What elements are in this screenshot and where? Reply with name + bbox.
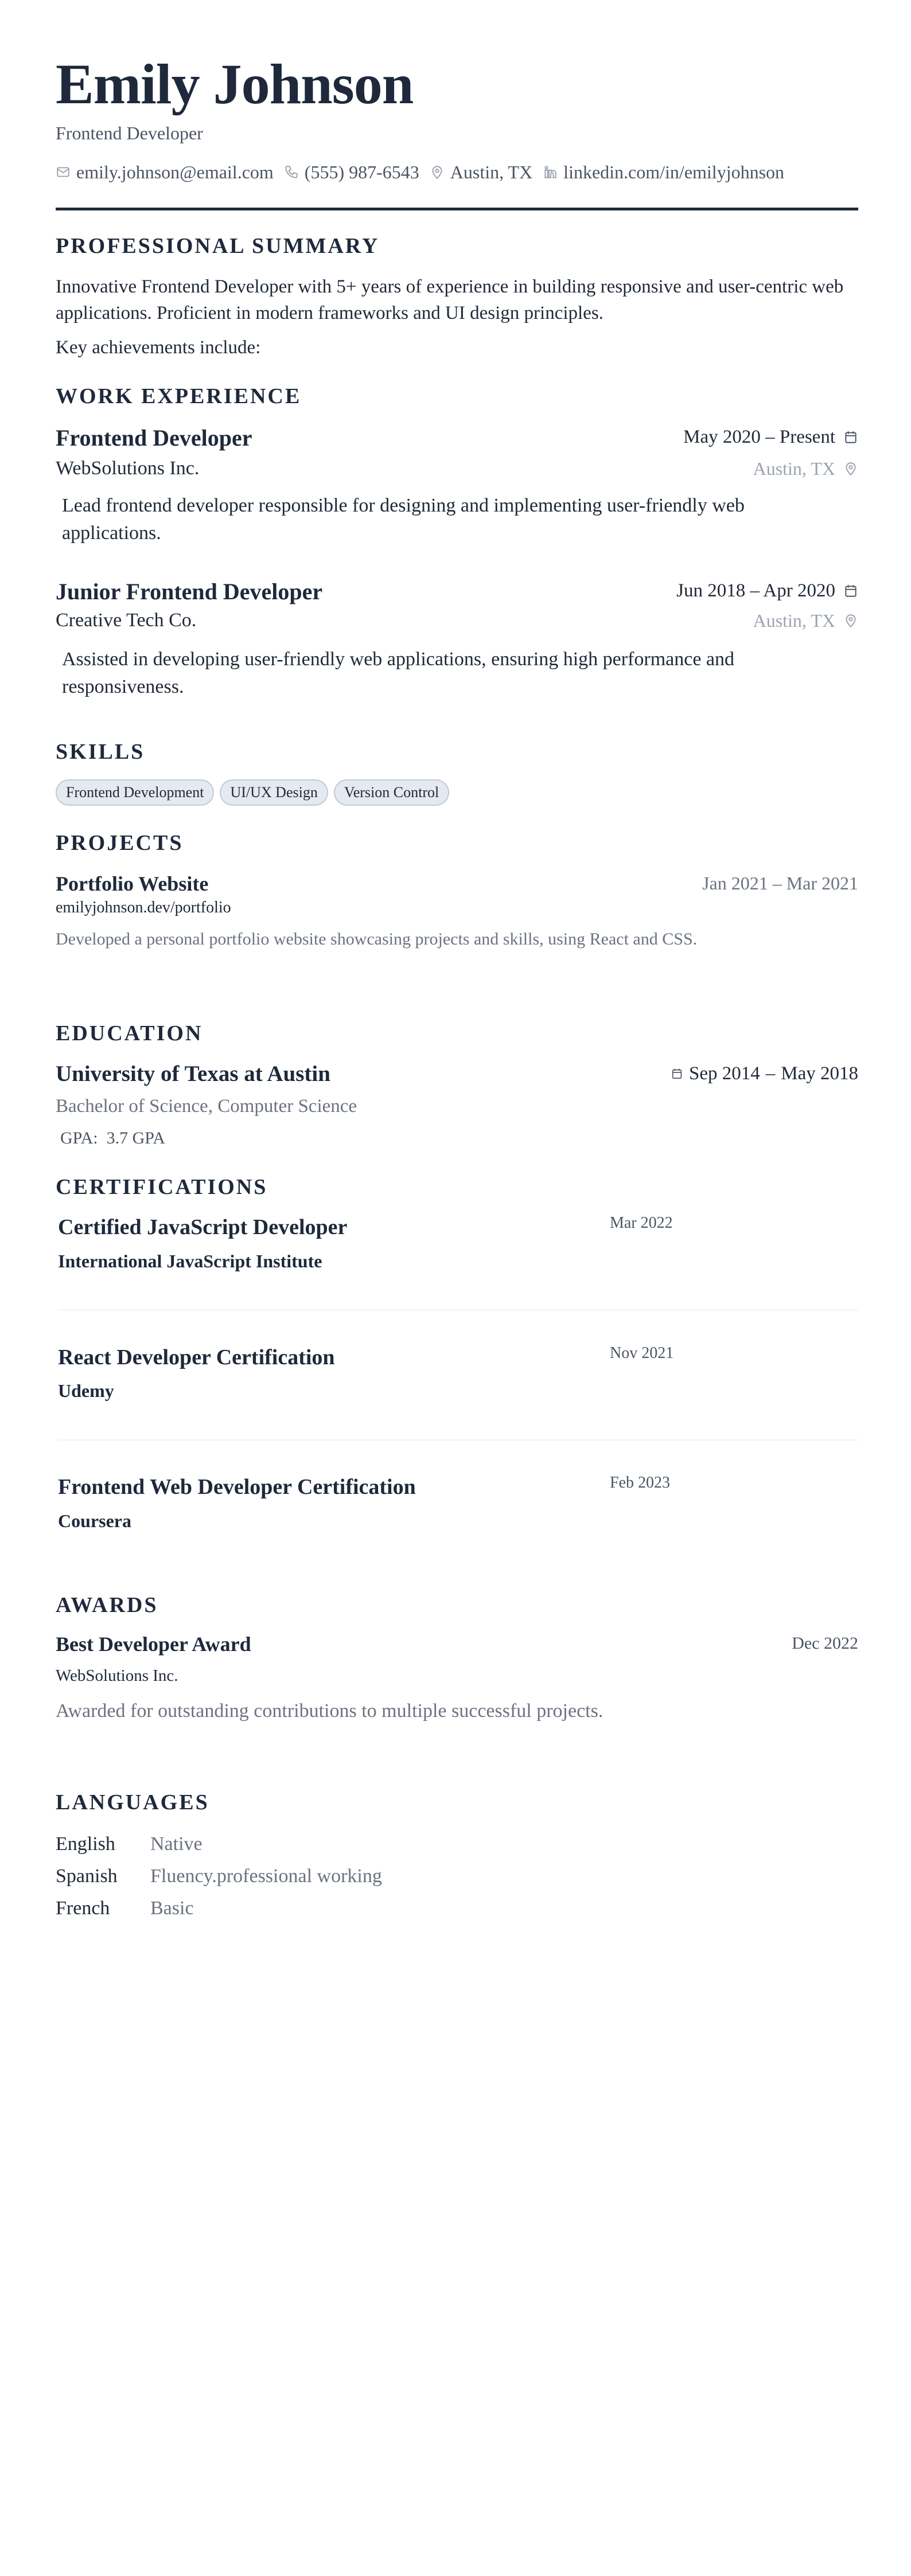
candidate-name: Emily Johnson [56, 52, 414, 116]
cert-divider [58, 1309, 858, 1310]
skill-chip: UI/UX Design [220, 779, 328, 806]
skill-chip: Frontend Development [56, 779, 214, 806]
job-dates-text: Jun 2018 – Apr 2020 [676, 580, 835, 601]
job-description-2: Assisted in developing user-friendly web applications, ensuring high performance and responsiveness. [62, 649, 735, 697]
skill-chip: Version Control [334, 779, 449, 806]
language-name: English [56, 1833, 115, 1855]
cert-name-3: Frontend Web Developer Certification [58, 1475, 416, 1499]
education-start: Sep 2014 [689, 1063, 760, 1084]
school-name: University of Texas at Austin [56, 1061, 330, 1086]
project-url[interactable]: emilyjohnson.dev/portfolio [56, 899, 231, 916]
award-name: Best Developer Award [56, 1633, 251, 1656]
mail-icon [56, 165, 71, 179]
linkedin-icon [543, 165, 558, 179]
language-level: Native [150, 1833, 203, 1855]
phone-icon [284, 165, 299, 179]
contact-email[interactable]: emily.johnson@email.com [76, 162, 274, 182]
cert-date-3: Feb 2023 [610, 1474, 670, 1492]
degree: Bachelor of Science, Computer Science [56, 1096, 357, 1117]
contact-phone[interactable]: (555) 987-6543 [304, 162, 419, 182]
education-dates [671, 1062, 858, 1085]
summary-heading: PROFESSIONAL SUMMARY [56, 234, 380, 258]
language-level: Fluency.professional working [150, 1865, 382, 1887]
award-issuer: WebSolutions Inc. [56, 1666, 178, 1685]
job-dates-text: May 2020 – Present [683, 427, 835, 447]
map-pin-icon [843, 461, 858, 476]
job-location-1 [753, 457, 858, 480]
company-1: WebSolutions Inc. [56, 458, 200, 479]
job-title: Frontend Developer [56, 123, 203, 143]
certifications-heading: CERTIFICATIONS [56, 1175, 268, 1199]
awards-heading: AWARDS [56, 1593, 158, 1617]
cert-issuer-3: Coursera [58, 1511, 131, 1531]
language-name: Spanish [56, 1865, 118, 1887]
calendar-icon [843, 583, 858, 598]
education-heading: EDUCATION [56, 1021, 203, 1045]
job-title-2: Junior Frontend Developer [56, 579, 323, 604]
project-dates: Jan 2021 – Mar 2021 [702, 873, 858, 893]
cert-date-2: Nov 2021 [610, 1344, 674, 1362]
company-2: Creative Tech Co. [56, 610, 197, 631]
contact-info [56, 161, 789, 183]
skills-list [56, 779, 449, 806]
projects-heading: PROJECTS [56, 831, 184, 855]
languages-heading: LANGUAGES [56, 1790, 209, 1814]
summary-text: Innovative Frontend Developer with 5+ years of experience in building responsive and user-centric web applications. Proficient in modern frameworks and UI design principles. [56, 276, 844, 323]
language-level: Basic [150, 1898, 194, 1919]
project-name: Portfolio Website [56, 872, 209, 895]
job-dates-1 [683, 426, 858, 448]
job-location-text: Austin, TX [753, 610, 835, 631]
contact-location: Austin, TX [450, 162, 533, 182]
job-location-2 [753, 609, 858, 632]
contact-linkedin[interactable]: linkedin.com/in/emilyjohnson [563, 162, 785, 182]
award-description: Awarded for outstanding contributions to multiple successful projects. [56, 1700, 604, 1722]
cert-divider [58, 1439, 858, 1441]
cert-name-2: React Developer Certification [58, 1345, 335, 1369]
skills-heading: SKILLS [56, 740, 145, 764]
header-divider [56, 208, 858, 210]
cert-date-1: Mar 2022 [610, 1214, 673, 1232]
job-location-text: Austin, TX [753, 458, 835, 479]
education-end: May 2018 [781, 1063, 858, 1084]
project-description: Developed a personal portfolio website showcasing projects and skills, using React and CSS. [56, 930, 698, 949]
map-pin-icon [843, 613, 858, 628]
cert-issuer-2: Udemy [58, 1380, 114, 1401]
award-date: Dec 2022 [792, 1634, 858, 1653]
cert-name-1: Certified JavaScript Developer [58, 1215, 348, 1239]
calendar-icon [843, 430, 858, 444]
map-pin-icon [430, 165, 445, 179]
gpa [60, 1128, 165, 1149]
experience-heading: WORK EXPERIENCE [56, 384, 302, 408]
gpa-label: GPA: [60, 1129, 98, 1148]
gpa-value: 3.7 GPA [106, 1129, 165, 1148]
job-title-1: Frontend Developer [56, 425, 252, 451]
achievements-label: Key achievements include: [56, 337, 261, 358]
calendar-icon [671, 1067, 683, 1080]
language-name: French [56, 1898, 110, 1919]
job-description-1: Lead frontend developer responsible for designing and implementing user-friendly web applications. [62, 495, 745, 544]
cert-issuer-1: International JavaScript Institute [58, 1251, 322, 1271]
job-dates-2 [676, 579, 858, 602]
date-separator: – [765, 1063, 776, 1084]
